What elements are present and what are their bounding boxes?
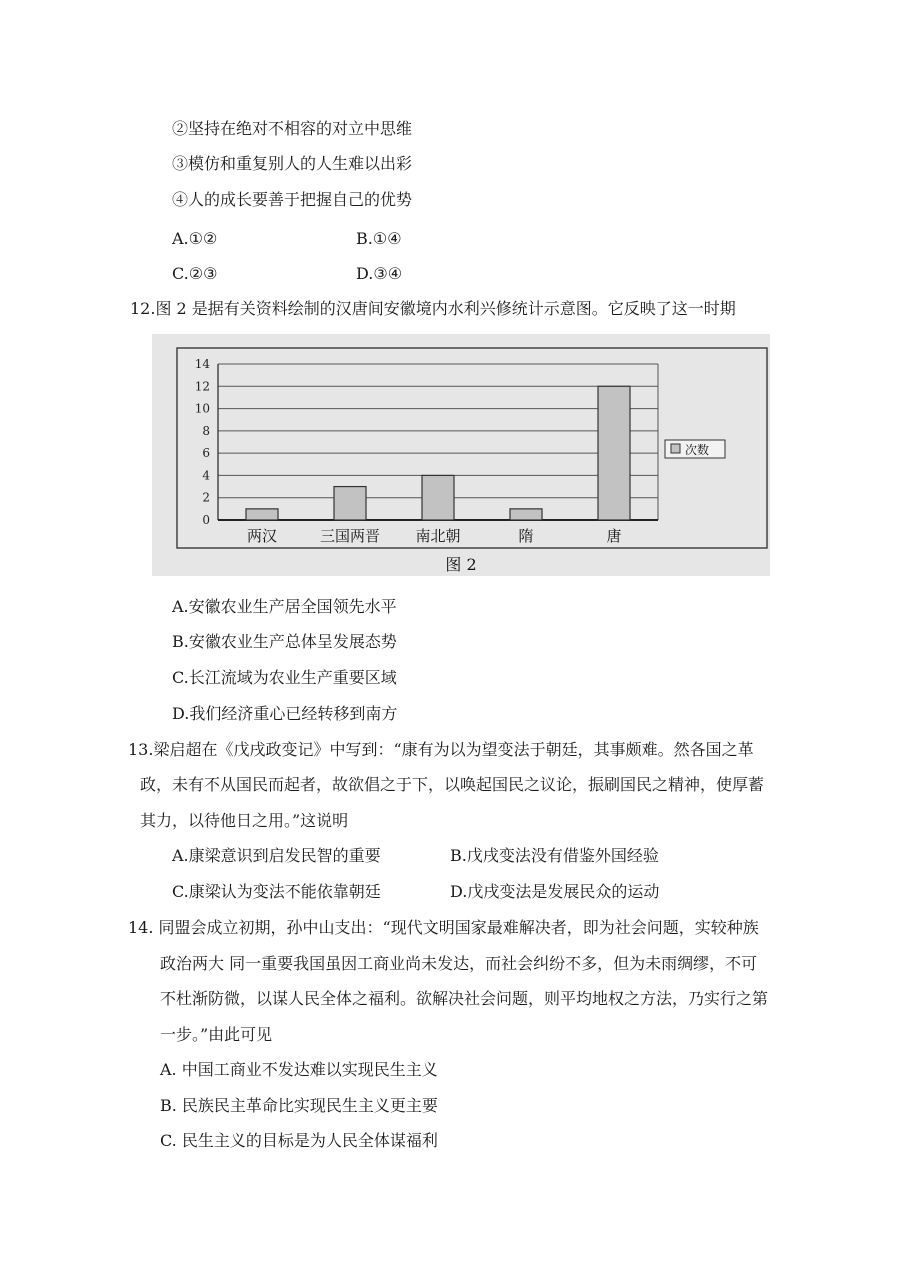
- q14-stem-line-2: 政治两大 同一重要我国虽因工商业尚未发达，而社会纠纷不多，但为未雨绸缪，不可: [160, 954, 758, 973]
- q13-choice-b: B.戊戌变法没有借鉴外国经验: [450, 846, 659, 865]
- y-tick-label: 0: [202, 513, 210, 527]
- y-tick-label: 4: [202, 468, 210, 483]
- y-tick-label: 10: [194, 401, 210, 416]
- q14-stem-line-1: 14. 同盟会成立初期，孙中山支出：“现代文明国家最难解决者，即为社会问题，实较种族: [128, 918, 759, 937]
- y-tick-label: 6: [202, 446, 210, 461]
- bar-两汉: [246, 509, 278, 520]
- q14-stem-line-3: 不杜渐防微，以谋人民全体之福利。欲解决社会问题，则平均地权之方法，乃实行之第: [160, 989, 769, 1008]
- q12-choice-d: D.我们经济重心已经转移到南方: [172, 704, 398, 723]
- bar-唐: [598, 386, 630, 520]
- bar-南北朝: [422, 475, 454, 520]
- q13-stem-line-3: 其力，以待他日之用。”这说明: [140, 811, 349, 830]
- q13-choice-c: C.康梁认为变法不能依靠朝廷: [172, 882, 381, 901]
- y-tick-label: 14: [194, 357, 210, 371]
- q11-choice-c: C.②③: [172, 264, 218, 283]
- x-tick-label: 三国两晋: [319, 527, 381, 545]
- q11-option-2: ②坚持在绝对不相容的对立中思维: [172, 119, 413, 138]
- q12-choice-c: C.长江流域为农业生产重要区域: [172, 668, 397, 687]
- q11-choice-a: A.①②: [172, 229, 218, 248]
- q13-choice-d: D.戊戌变法是发展民众的运动: [450, 882, 660, 901]
- q13-choice-a: A.康梁意识到启发民智的重要: [172, 846, 381, 865]
- figure-caption: 图 2: [445, 555, 477, 574]
- x-tick-label: 南北朝: [415, 527, 461, 545]
- q14-choice-b: B. 民族民主革命比实现民生主义更主要: [160, 1096, 438, 1115]
- y-tick-label: 2: [202, 490, 210, 505]
- x-tick-label: 唐: [606, 527, 622, 545]
- q11-option-3: ③模仿和重复别人的人生难以出彩: [172, 154, 413, 173]
- q11-option-4: ④人的成长要善于把握自己的优势: [172, 190, 413, 209]
- q11-choice-d: D.③④: [356, 264, 403, 283]
- q12-choice-b: B.安徽农业生产总体呈发展态势: [172, 632, 397, 651]
- q14-stem-line-4: 一步。”由此可见: [160, 1025, 273, 1044]
- q13-stem-line-2: 政，未有不从国民而起者，故欲倡之于下，以唤起国民之议论，振刷国民之精神，使厚蓄: [140, 775, 765, 794]
- q14-choice-c: C. 民生主义的目标是为人民全体谋福利: [160, 1131, 438, 1150]
- q13-stem-line-1: 13.梁启超在《戊戌政变记》中写到：“康有为以为望变法于朝廷，其事颇难。然各国之革: [128, 740, 754, 759]
- q14-choice-a: A. 中国工商业不发达难以实现民生主义: [160, 1060, 438, 1079]
- q11-choice-b: B.①④: [356, 229, 402, 248]
- x-tick-label: 两汉: [246, 527, 278, 545]
- y-tick-label: 12: [194, 379, 210, 394]
- figure-2-chart: [152, 334, 770, 576]
- legend-label: 次数: [685, 443, 710, 457]
- legend-swatch: [671, 444, 680, 453]
- bar-三国两晋: [334, 487, 366, 520]
- y-tick-label: 8: [202, 423, 210, 438]
- bar-chart-svg: [152, 334, 770, 576]
- q12-choice-a: A.安徽农业生产居全国领先水平: [172, 597, 397, 616]
- q12-stem: 12.图 2 是据有关资料绘制的汉唐间安徽境内水利兴修统计示意图。它反映了这一时期: [130, 299, 736, 318]
- bar-隋: [510, 509, 542, 520]
- x-tick-label: 隋: [518, 527, 534, 545]
